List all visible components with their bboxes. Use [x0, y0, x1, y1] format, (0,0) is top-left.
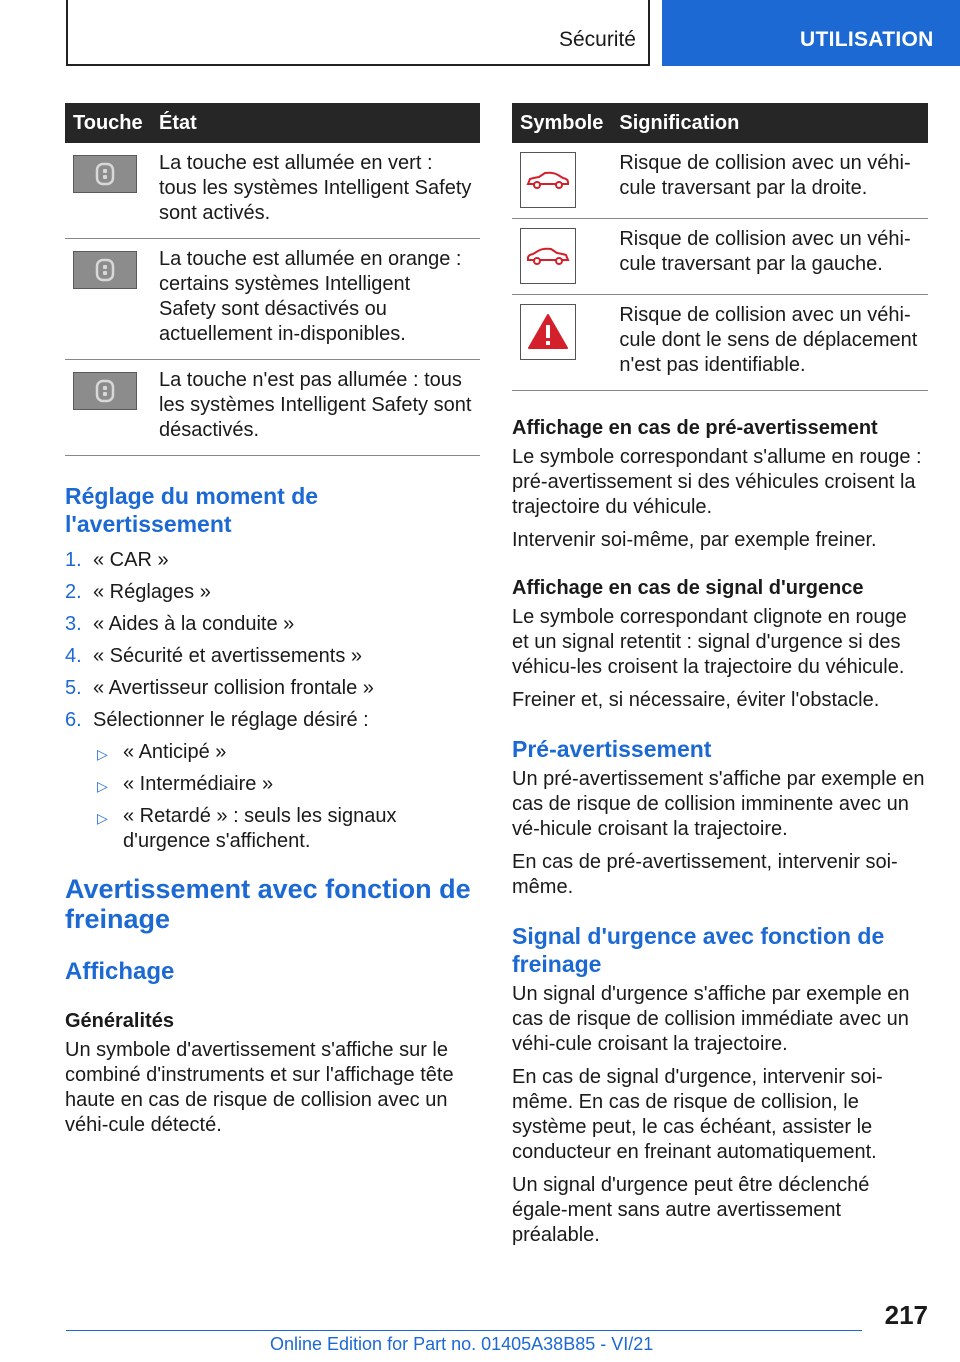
pre-avert-heading: Pré-avertissement	[512, 736, 712, 762]
key-state-text: La touche est allumée en orange : certains systèmes Intelligent Safety sont désactivés ou actuellement in‐disponibles.	[151, 239, 480, 360]
car-crossing-right-icon	[520, 152, 576, 208]
pre-avert-text-1: Un pré-avertissement s'affiche par exemple en cas de risque de collision imminente avec un vé‐hicule croisant la trajectoire.	[512, 768, 925, 840]
table-header-state: État	[151, 103, 480, 143]
symbol-meaning-text: Risque de collision avec un véhi‐cule dont le sens de déplacement n'est pas identifiable.	[611, 295, 928, 391]
car-crossing-left-icon	[520, 228, 576, 284]
freinage-heading: Avertissement avec fonction de freinage	[65, 874, 471, 934]
triangle-bullet-icon: ▷	[97, 746, 108, 762]
table-row	[65, 239, 480, 360]
list-item: 1. « CAR »	[65, 549, 169, 571]
list-item: 4. « Sécurité et avertissements »	[65, 645, 363, 667]
signal-urg-text-1: Un signal d'urgence s'affiche par exemple en cas de risque de collision immédiate avec un véhi‐cule croisant la trajectoire.	[512, 983, 910, 1055]
pre-avert-text-2: En cas de pré-avertissement, intervenir soi-même.	[512, 851, 898, 898]
right-column	[512, 103, 928, 1248]
table-row	[512, 295, 928, 391]
intelligent-safety-key-orange-icon	[73, 251, 137, 289]
list-item: ▷ « Anticipé »	[93, 740, 480, 765]
triangle-bullet-icon: ▷	[97, 810, 108, 826]
left-column	[65, 103, 480, 1138]
footer-divider	[66, 1330, 862, 1331]
generalites-text: Un symbole d'avertissement s'affiche sur le combiné d'instruments et sur l'affichage tête haute en cas de risque de collision avec un véhi‐cule détecté.	[65, 1039, 454, 1136]
page-header	[0, 0, 960, 66]
table-header-meaning: Signification	[611, 103, 928, 143]
triangle-bullet-icon: ▷	[97, 778, 108, 794]
warning-triangle-icon	[520, 304, 576, 360]
symbol-meaning-text: Risque de collision avec un véhi‐cule traversant par la gauche.	[611, 219, 928, 295]
intelligent-safety-key-green-icon	[73, 155, 137, 193]
affichage-urg-heading: Affichage en cas de signal d'urgence	[512, 577, 864, 599]
table-row	[512, 219, 928, 295]
affichage-heading: Affichage	[65, 958, 175, 985]
page-number: 217	[884, 1300, 928, 1330]
intelligent-safety-key-off-icon	[73, 372, 137, 410]
signal-urg-text-3: Un signal d'urgence peut être déclenché égale‐ment sans autre avertissement préalable.	[512, 1174, 870, 1246]
signal-urg-text-2: En cas de signal d'urgence, intervenir soi-même. En cas de risque de collision, le système peut, le cas échéant, assister le conducteur en freinant automatiquement.	[512, 1066, 883, 1163]
list-item: 2. « Réglages »	[65, 581, 211, 603]
symbol-table	[512, 103, 928, 391]
table-header-key: Touche	[65, 103, 151, 143]
affichage-pre-heading: Affichage en cas de pré-avertissement	[512, 417, 878, 439]
section-title: Sécurité	[558, 28, 636, 51]
symbol-meaning-text: Risque de collision avec un véhi‐cule traversant par la droite.	[611, 143, 928, 219]
signal-urg-heading: Signal d'urgence avec fonction de freinage	[512, 923, 885, 977]
list-item: 5. « Avertisseur collision frontale »	[65, 677, 374, 699]
key-state-text: La touche est allumée en vert : tous les systèmes Intelligent Safety sont activés.	[151, 143, 480, 239]
chapter-title: UTILISATION	[800, 28, 934, 51]
generalites-heading: Généralités	[65, 1010, 174, 1032]
key-status-table	[65, 103, 480, 456]
list-item: ▷ « Intermédiaire »	[93, 772, 480, 797]
reglage-heading: Réglage du moment de l'avertissement	[65, 483, 319, 537]
affichage-urg-text-2: Freiner et, si nécessaire, éviter l'obstacle.	[512, 689, 880, 711]
section-tab	[66, 0, 650, 66]
table-row	[65, 143, 480, 239]
affichage-urg-text-1: Le symbole correspondant clignote en rouge et un signal retentit : signal d'urgence si des véhicu‐les croisent la trajectoire du véhicule.	[512, 606, 907, 678]
table-row	[65, 360, 480, 456]
list-item: 3. « Aides à la conduite »	[65, 613, 295, 635]
reglage-options	[93, 740, 480, 854]
key-state-text: La touche n'est pas allumée : tous les systèmes Intelligent Safety sont désactivés.	[151, 360, 480, 456]
edition-text: Online Edition for Part no. 01405A38B85 - VI/21	[270, 1334, 654, 1354]
list-item: 6. Sélectionner le réglage désiré : ▷ « Anticipé » ▷ « Intermédiaire » ▷ « Retardé » : seuls les signaux d'urgence s'affichent.	[65, 708, 480, 854]
page-footer	[0, 1300, 960, 1362]
chapter-tab	[662, 0, 960, 66]
affichage-pre-text-2: Intervenir soi-même, par exemple freiner.	[512, 529, 877, 551]
reglage-steps	[65, 548, 480, 854]
table-header-symbol: Symbole	[512, 103, 611, 143]
affichage-pre-text-1: Le symbole correspondant s'allume en rouge : pré-avertissement si des véhicules croisent la trajectoire du véhicule.	[512, 446, 922, 518]
table-row	[512, 143, 928, 219]
list-item: ▷ « Retardé » : seuls les signaux d'urgence s'affichent.	[97, 805, 397, 852]
